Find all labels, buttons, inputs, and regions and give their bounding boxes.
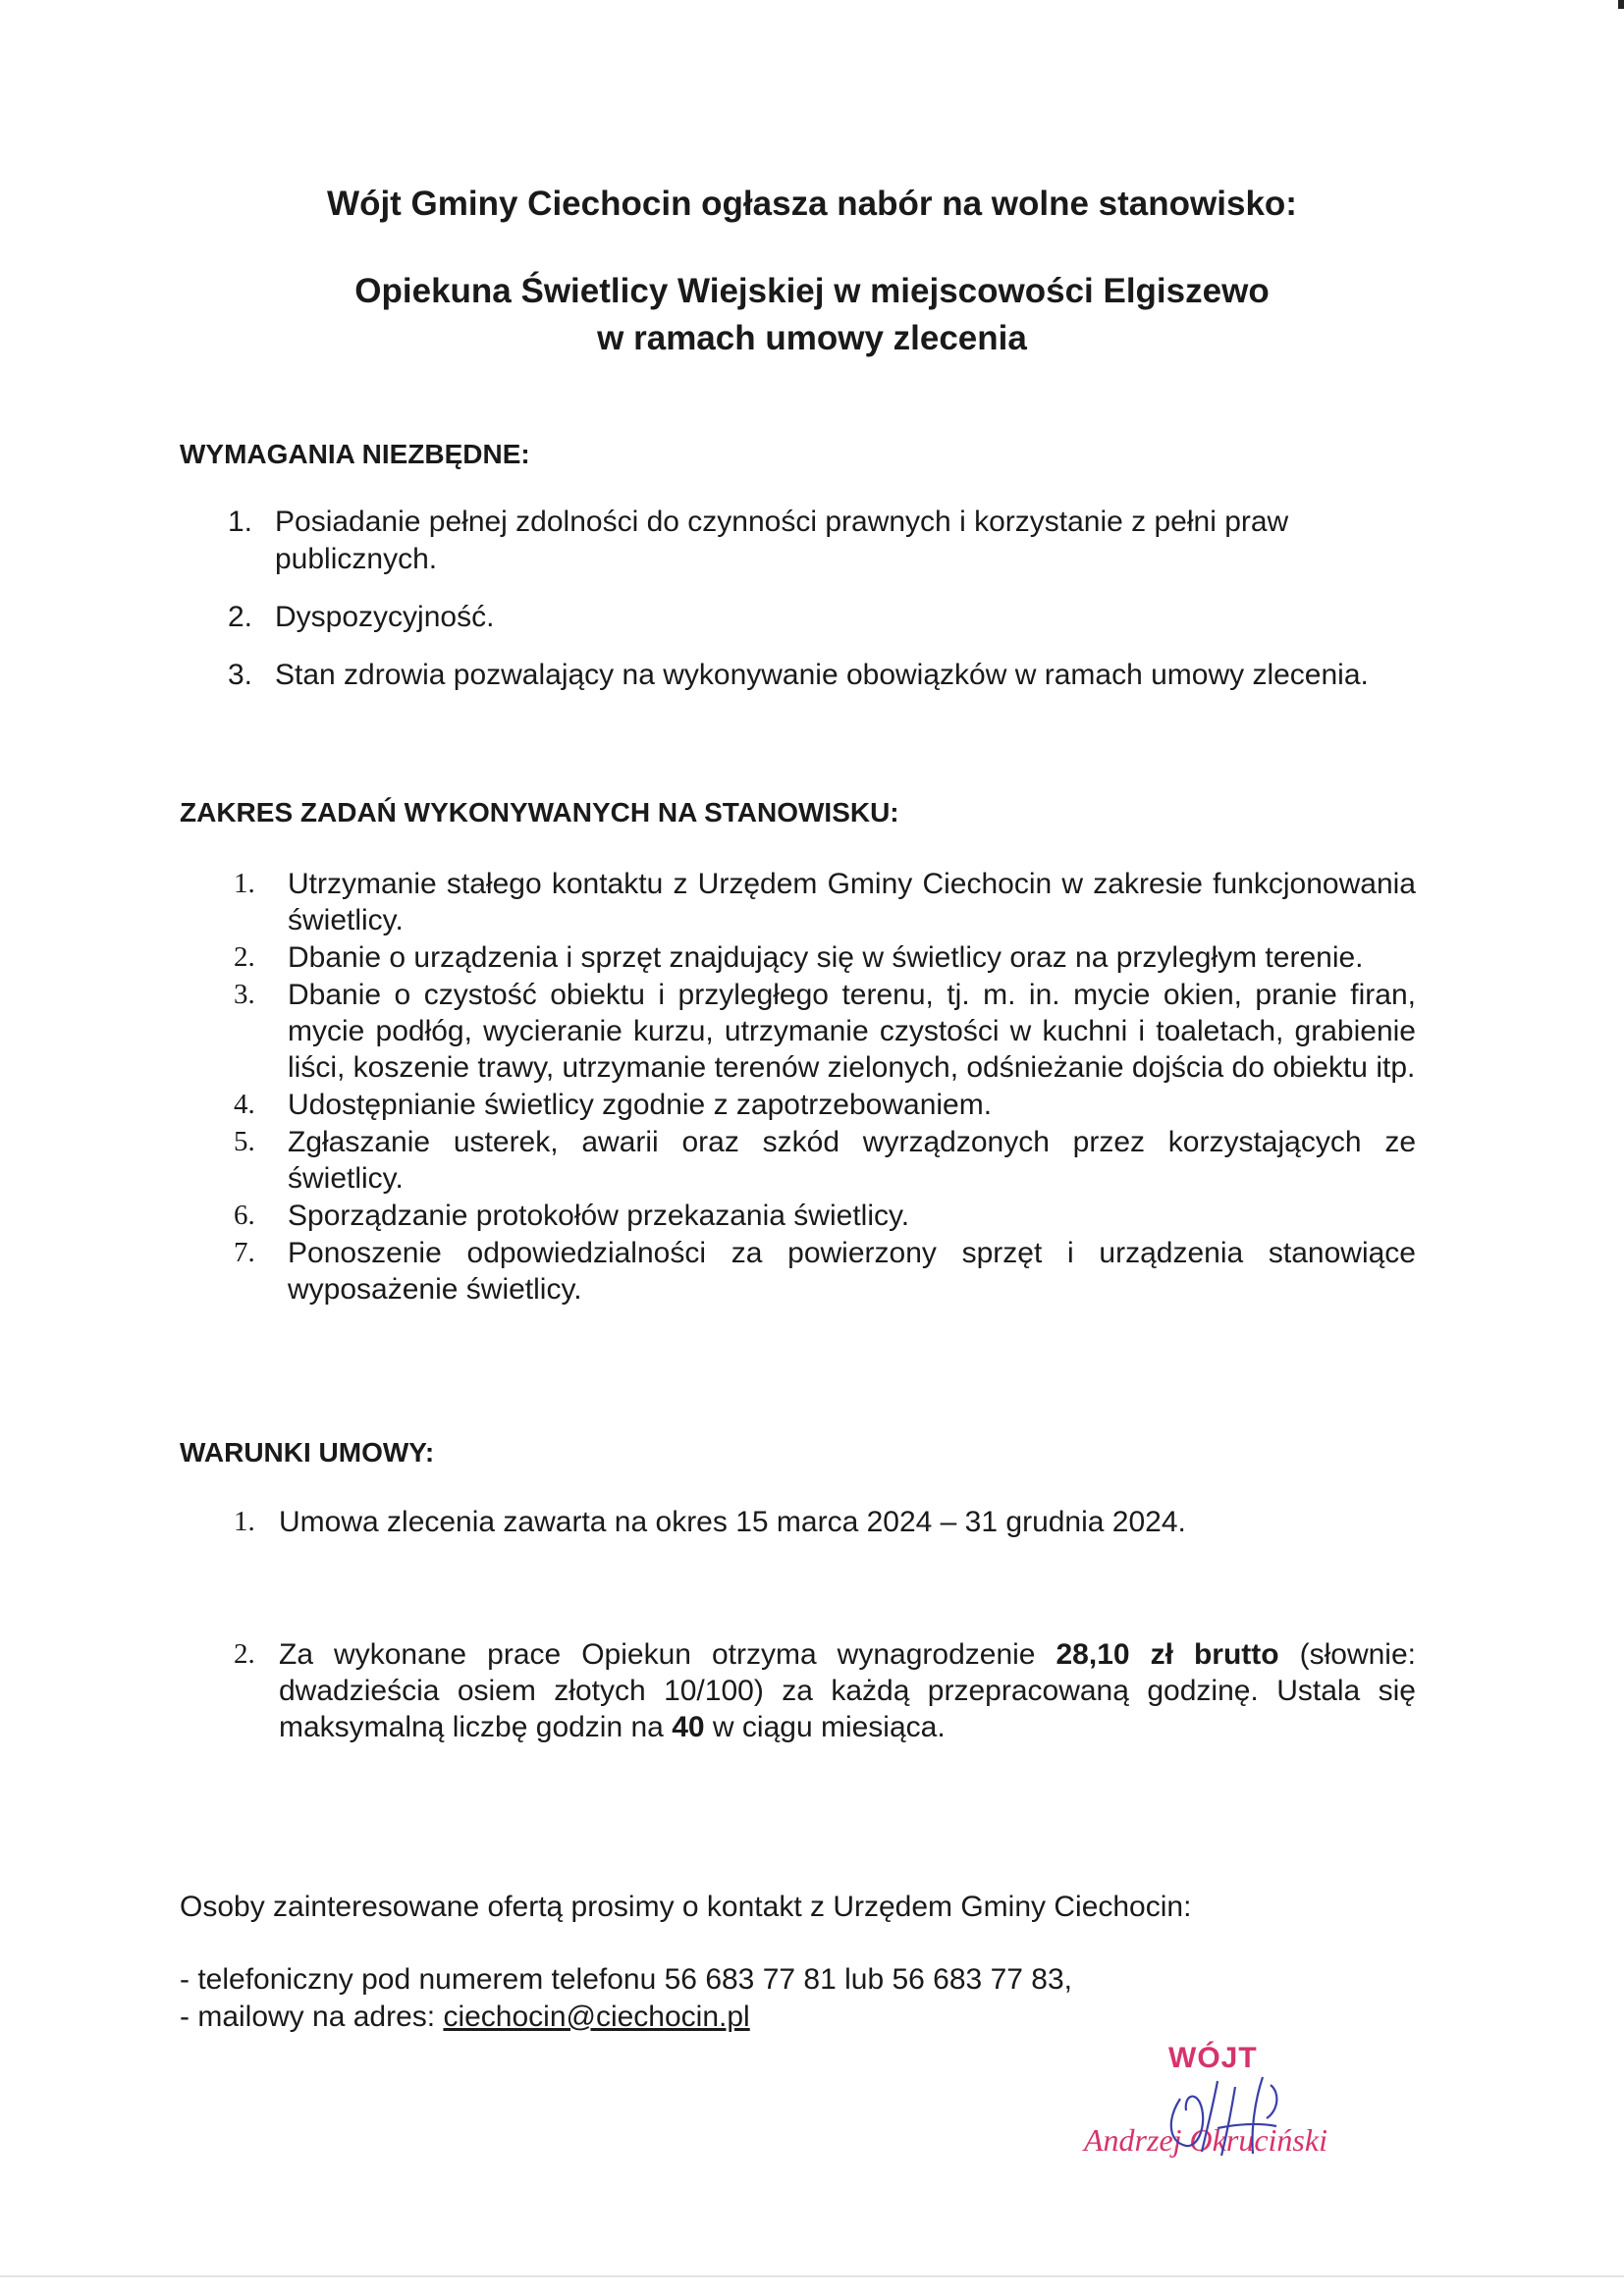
item-number: 5. [234,1126,255,1157]
item-number: 2. [228,601,253,633]
list-item [228,657,1426,694]
list-item [234,1504,1416,1540]
item-number: 4. [234,1089,255,1120]
item-text: Posiadanie pełnej zdolności do czynności prawnych i korzystanie z pełni praw publicznych. [275,506,1289,575]
item-text: Ponoszenie odpowiedzialności za powierzony sprzęt i urządzenia stanowiące wyposażenie świetlicy. [288,1237,1416,1306]
list-item [234,1198,1416,1234]
wage-text-b: (słownie: dwadzieścia osiem złotych 10/100) za każdą przepracowaną godzinę. Ustala się maksymalną liczbę godzin na [279,1638,1416,1743]
contact-email-link[interactable]: ciechocin@ciechocin.pl [443,2001,750,2033]
item-text: Sporządzanie protokołów przekazania świetlicy. [288,1200,910,1232]
list-item [234,866,1416,938]
item-text: Dbanie o urządzenia i sprzęt znajdujący się w świetlicy oraz na przyległym terenie. [288,941,1364,974]
wage-text-c: w ciągu miesiąca. [704,1711,946,1743]
list-item [234,939,1416,976]
item-text: Utrzymanie stałego kontaktu z Urzędem Gminy Ciechocin w zakresie funkcjonowania świetlicy. [288,868,1416,936]
contact-email-line [180,1999,750,2036]
stamp-title: WÓJT [1168,2042,1258,2074]
tasks-list [234,866,1416,1308]
wage-amount: 28,10 zł brutto [1056,1638,1279,1671]
scan-mark [1618,0,1624,9]
max-hours: 40 [672,1711,705,1743]
tasks-heading: ZAKRES ZADAŃ WYKONYWANYCH NA STANOWISKU: [180,797,899,828]
item-number: 1. [228,506,253,538]
item-text [279,1636,1416,1745]
contact-email-prefix: - mailowy na adres: [180,2001,444,2033]
list-item [234,1235,1416,1308]
position-subtitle: w ramach umowy zlecenia [597,319,1027,357]
item-text: Dyspozycyjność. [275,601,495,633]
terms-list [234,1504,1416,1745]
contact-phone: - telefoniczny pod numerem telefonu 56 683 77 81 lub 56 683 77 83, [180,1963,1072,1996]
list-item [228,504,1426,578]
list-item [234,977,1416,1086]
item-number: 7. [234,1237,255,1268]
item-number: 2. [234,1638,255,1670]
signature-stamp [1070,2042,1394,2169]
item-text: Zgłaszanie usterek, awarii oraz szkód wyrządzonych przez korzystających ze świetlicy. [288,1126,1416,1195]
contact-intro: Osoby zainteresowane ofertą prosimy o kontakt z Urzędem Gminy Ciechocin: [180,1891,1192,1923]
list-item [234,1124,1416,1197]
item-text: Udostępnianie świetlicy zgodnie z zapotrzebowaniem. [288,1089,993,1121]
item-number: 3. [228,659,253,691]
position-title: Opiekuna Świetlicy Wiejskiej w miejscowości Elgiszewo [354,272,1270,310]
item-number: 3. [234,979,255,1010]
list-item [234,1087,1416,1123]
item-text: Umowa zlecenia zawarta na okres 15 marca 2024 – 31 grudnia 2024. [279,1506,1186,1538]
requirements-list [228,504,1426,715]
announcement-title: Wójt Gminy Ciechocin ogłasza nabór na wolne stanowisko: [327,185,1297,223]
terms-heading: WARUNKI UMOWY: [180,1437,435,1468]
item-number: 1. [234,1506,255,1537]
list-item [234,1636,1416,1745]
requirements-heading: WYMAGANIA NIEZBĘDNE: [180,439,530,469]
handwritten-signature [1070,2042,1394,2169]
page-edge-line [0,2275,1624,2277]
wage-text-a: Za wykonane prace Opiekun otrzyma wynagrodzenie [279,1638,1056,1671]
list-item [228,599,1426,636]
item-number: 1. [234,868,255,899]
item-text: Dbanie o czystość obiektu i przyległego terenu, tj. m. in. mycie okien, pranie firan, mycie podłóg, wycieranie kurzu, utrzymanie czystości w kuchni i toaletach, grabienie liści, koszenie trawy, utrzymanie terenów zielonych, odśnieżanie dojścia do obiektu itp. [288,979,1416,1084]
stamp-name: Andrzej Okruciński [1084,2122,1327,2158]
item-number: 2. [234,941,255,973]
item-number: 6. [234,1200,255,1231]
item-text: Stan zdrowia pozwalający na wykonywanie obowiązków w ramach umowy zlecenia. [275,659,1369,691]
